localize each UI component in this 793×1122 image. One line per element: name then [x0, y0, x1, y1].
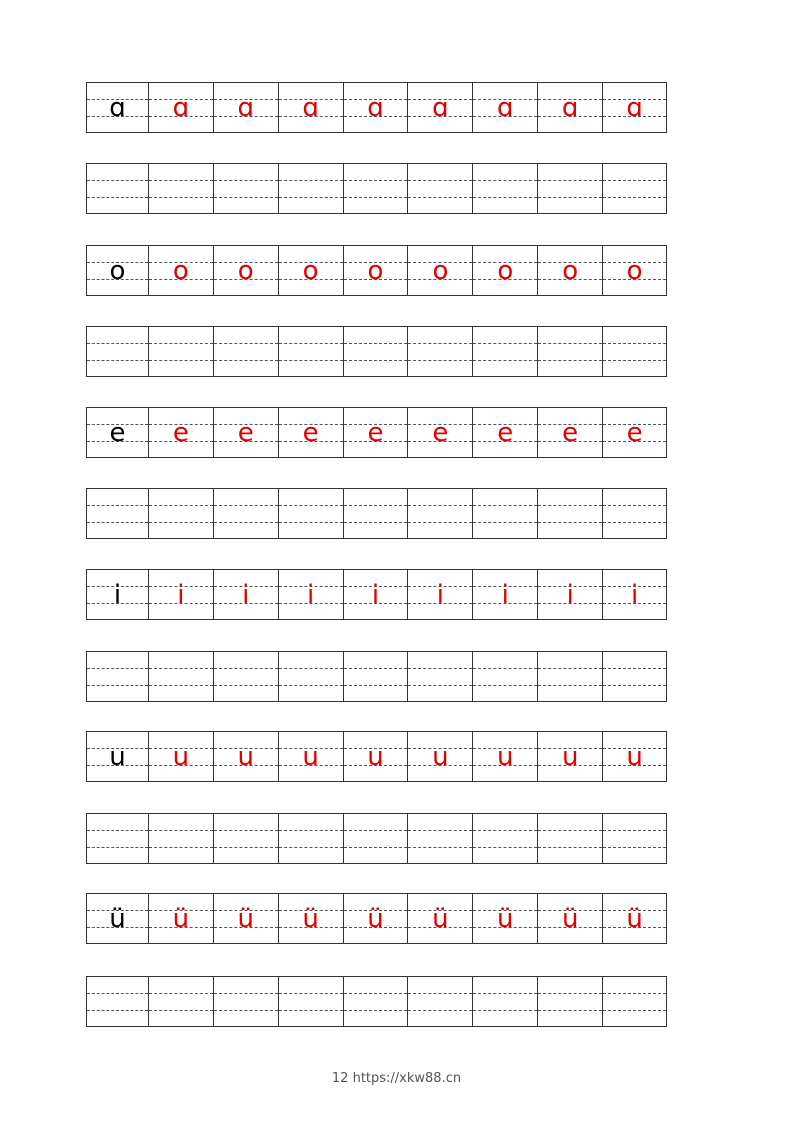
grid-cell: [343, 82, 408, 133]
trace-letter: i: [630, 579, 639, 610]
page-footer: 12 https://xkw88.cn: [331, 1071, 462, 1086]
trace-letter: o: [367, 255, 384, 286]
practice-row: [86, 488, 667, 539]
trace-letter: ü: [237, 903, 254, 934]
grid-cell[interactable]: [213, 976, 278, 1027]
grid-cell: [148, 731, 213, 782]
grid-cell: [407, 731, 472, 782]
grid-cell[interactable]: [602, 651, 667, 702]
grid-cell: [148, 245, 213, 296]
grid-cell: [537, 407, 602, 458]
grid-cell: [407, 245, 472, 296]
grid-cell: [343, 569, 408, 620]
grid-cell[interactable]: [343, 813, 408, 864]
model-row: [86, 569, 667, 620]
model-letter: ü: [109, 903, 126, 934]
trace-letter: u: [302, 741, 319, 772]
grid-cell[interactable]: [472, 488, 537, 539]
grid-cell: [278, 82, 343, 133]
trace-letter: u: [432, 741, 449, 772]
grid-cell[interactable]: [343, 976, 408, 1027]
trace-letter: e: [626, 417, 643, 448]
grid-cell[interactable]: [213, 488, 278, 539]
grid-cell: [343, 731, 408, 782]
grid-cell[interactable]: [537, 651, 602, 702]
grid-cell: [407, 407, 472, 458]
trace-letter: o: [497, 255, 514, 286]
model-letter: u: [109, 741, 126, 772]
trace-letter: i: [371, 579, 380, 610]
grid-cell[interactable]: [472, 813, 537, 864]
model-letter: o: [109, 255, 126, 286]
grid-cell[interactable]: [537, 813, 602, 864]
grid-cell: [148, 407, 213, 458]
grid-cell: [537, 569, 602, 620]
model-letter: i: [113, 579, 122, 610]
grid-cell[interactable]: [343, 651, 408, 702]
grid-cell[interactable]: [537, 488, 602, 539]
grid-cell: [148, 569, 213, 620]
trace-letter: e: [497, 417, 514, 448]
trace-letter: e: [237, 417, 254, 448]
grid-cell: [472, 82, 537, 133]
trace-letter: ü: [302, 903, 319, 934]
model-row: [86, 245, 667, 296]
trace-letter: i: [307, 579, 315, 610]
grid-cell: [602, 731, 667, 782]
grid-cell[interactable]: [343, 488, 408, 539]
grid-cell: [148, 893, 213, 944]
grid-cell[interactable]: [86, 976, 148, 1027]
grid-cell[interactable]: [602, 326, 667, 377]
grid-cell: [86, 407, 148, 458]
grid-cell: [537, 82, 602, 133]
grid-cell: [86, 82, 148, 133]
trace-letter: o: [302, 255, 319, 286]
trace-letter: e: [367, 417, 384, 448]
trace-letter: ɑ: [561, 92, 579, 123]
grid-cell: [602, 893, 667, 944]
grid-cell: [343, 407, 408, 458]
trace-letter: u: [172, 741, 190, 772]
grid-cell[interactable]: [407, 488, 472, 539]
trace-letter: ɑ: [497, 92, 514, 123]
grid-cell[interactable]: [407, 651, 472, 702]
trace-letter: ɑ: [237, 92, 254, 123]
practice-row: [86, 326, 667, 377]
grid-cell[interactable]: [278, 651, 343, 702]
trace-letter: ɑ: [367, 92, 384, 123]
grid-cell: [537, 731, 602, 782]
grid-cell: [343, 245, 408, 296]
grid-cell: [602, 569, 667, 620]
grid-cell[interactable]: [86, 326, 148, 377]
grid-cell[interactable]: [602, 488, 667, 539]
grid-cell[interactable]: [278, 813, 343, 864]
grid-cell[interactable]: [472, 163, 537, 214]
model-row: [86, 407, 667, 458]
trace-letter: o: [562, 255, 579, 286]
trace-letter: ɑ: [432, 92, 449, 123]
trace-letter: i: [566, 579, 574, 610]
grid-cell: [86, 245, 148, 296]
grid-cell[interactable]: [278, 163, 343, 214]
grid-cell: [86, 893, 148, 944]
grid-cell: [602, 245, 667, 296]
grid-cell[interactable]: [148, 813, 213, 864]
trace-letter: u: [626, 741, 643, 772]
grid-cell[interactable]: [213, 326, 278, 377]
grid-cell[interactable]: [213, 163, 278, 214]
grid-cell: [278, 569, 343, 620]
grid-cell[interactable]: [407, 326, 472, 377]
model-letter: e: [109, 417, 126, 448]
grid-cell[interactable]: [148, 976, 213, 1027]
trace-letter: ü: [367, 903, 384, 934]
grid-cell: [86, 569, 148, 620]
grid-cell[interactable]: [472, 651, 537, 702]
grid-cell[interactable]: [537, 976, 602, 1027]
grid-cell: [213, 407, 278, 458]
trace-letter: ü: [626, 903, 643, 934]
practice-row: [86, 163, 667, 214]
model-row: [86, 893, 667, 944]
grid-cell[interactable]: [602, 163, 667, 214]
trace-letter: i: [436, 579, 445, 610]
grid-cell[interactable]: [86, 163, 148, 214]
grid-cell: [343, 893, 408, 944]
grid-cell: [213, 245, 278, 296]
grid-cell[interactable]: [537, 163, 602, 214]
grid-cell[interactable]: [148, 163, 213, 214]
trace-letter: o: [172, 255, 189, 286]
grid-cell[interactable]: [407, 976, 472, 1027]
trace-letter: u: [367, 741, 384, 772]
grid-cell: [407, 569, 472, 620]
trace-letter: i: [242, 579, 250, 610]
practice-row: [86, 651, 667, 702]
grid-cell[interactable]: [472, 326, 537, 377]
model-letter: ɑ: [109, 92, 126, 123]
trace-letter: ü: [497, 903, 514, 934]
practice-row: [86, 813, 667, 864]
practice-row: [86, 976, 667, 1027]
grid-cell: [472, 407, 537, 458]
grid-cell: [602, 82, 667, 133]
grid-cell[interactable]: [86, 488, 148, 539]
grid-cell: [407, 893, 472, 944]
grid-cell[interactable]: [602, 976, 667, 1027]
grid-cell: [472, 731, 537, 782]
grid-cell[interactable]: [343, 326, 408, 377]
grid-cell: [472, 245, 537, 296]
grid-cell: [213, 893, 278, 944]
grid-cell[interactable]: [213, 651, 278, 702]
grid-cell: [472, 569, 537, 620]
grid-cell[interactable]: [278, 326, 343, 377]
grid-cell: [278, 407, 343, 458]
trace-letter: e: [562, 417, 579, 448]
grid-cell[interactable]: [148, 651, 213, 702]
grid-cell: [86, 731, 148, 782]
trace-letter: ü: [172, 903, 190, 934]
trace-letter: e: [432, 417, 449, 448]
grid-cell: [278, 893, 343, 944]
trace-letter: o: [237, 255, 254, 286]
trace-letter: e: [172, 417, 189, 448]
trace-letter: ɑ: [626, 92, 643, 123]
grid-cell[interactable]: [148, 326, 213, 377]
trace-letter: u: [561, 741, 579, 772]
grid-cell: [213, 82, 278, 133]
grid-cell[interactable]: [213, 813, 278, 864]
trace-letter: u: [237, 741, 254, 772]
trace-letter: e: [302, 417, 319, 448]
grid-cell[interactable]: [278, 976, 343, 1027]
grid-cell[interactable]: [602, 813, 667, 864]
grid-cell: [278, 245, 343, 296]
grid-cell: [602, 407, 667, 458]
grid-cell: [278, 731, 343, 782]
grid-cell: [537, 245, 602, 296]
trace-letter: ü: [561, 903, 579, 934]
trace-letter: ɑ: [172, 92, 190, 123]
grid-cell: [213, 569, 278, 620]
model-row: [86, 82, 667, 133]
grid-cell[interactable]: [86, 651, 148, 702]
model-row: [86, 731, 667, 782]
trace-letter: i: [501, 579, 509, 610]
grid-cell: [472, 893, 537, 944]
trace-letter: u: [497, 741, 514, 772]
trace-letter: i: [177, 579, 185, 610]
grid-cell[interactable]: [537, 326, 602, 377]
grid-cell[interactable]: [407, 163, 472, 214]
grid-cell[interactable]: [278, 488, 343, 539]
grid-cell[interactable]: [343, 163, 408, 214]
grid-cell: [537, 893, 602, 944]
grid-cell: [148, 82, 213, 133]
grid-cell: [213, 731, 278, 782]
grid-cell[interactable]: [148, 488, 213, 539]
grid-cell[interactable]: [472, 976, 537, 1027]
grid-cell: [407, 82, 472, 133]
grid-cell[interactable]: [407, 813, 472, 864]
trace-letter: o: [626, 255, 643, 286]
trace-letter: ü: [432, 903, 449, 934]
grid-cell[interactable]: [86, 813, 148, 864]
trace-letter: o: [432, 255, 449, 286]
trace-letter: ɑ: [302, 92, 319, 123]
